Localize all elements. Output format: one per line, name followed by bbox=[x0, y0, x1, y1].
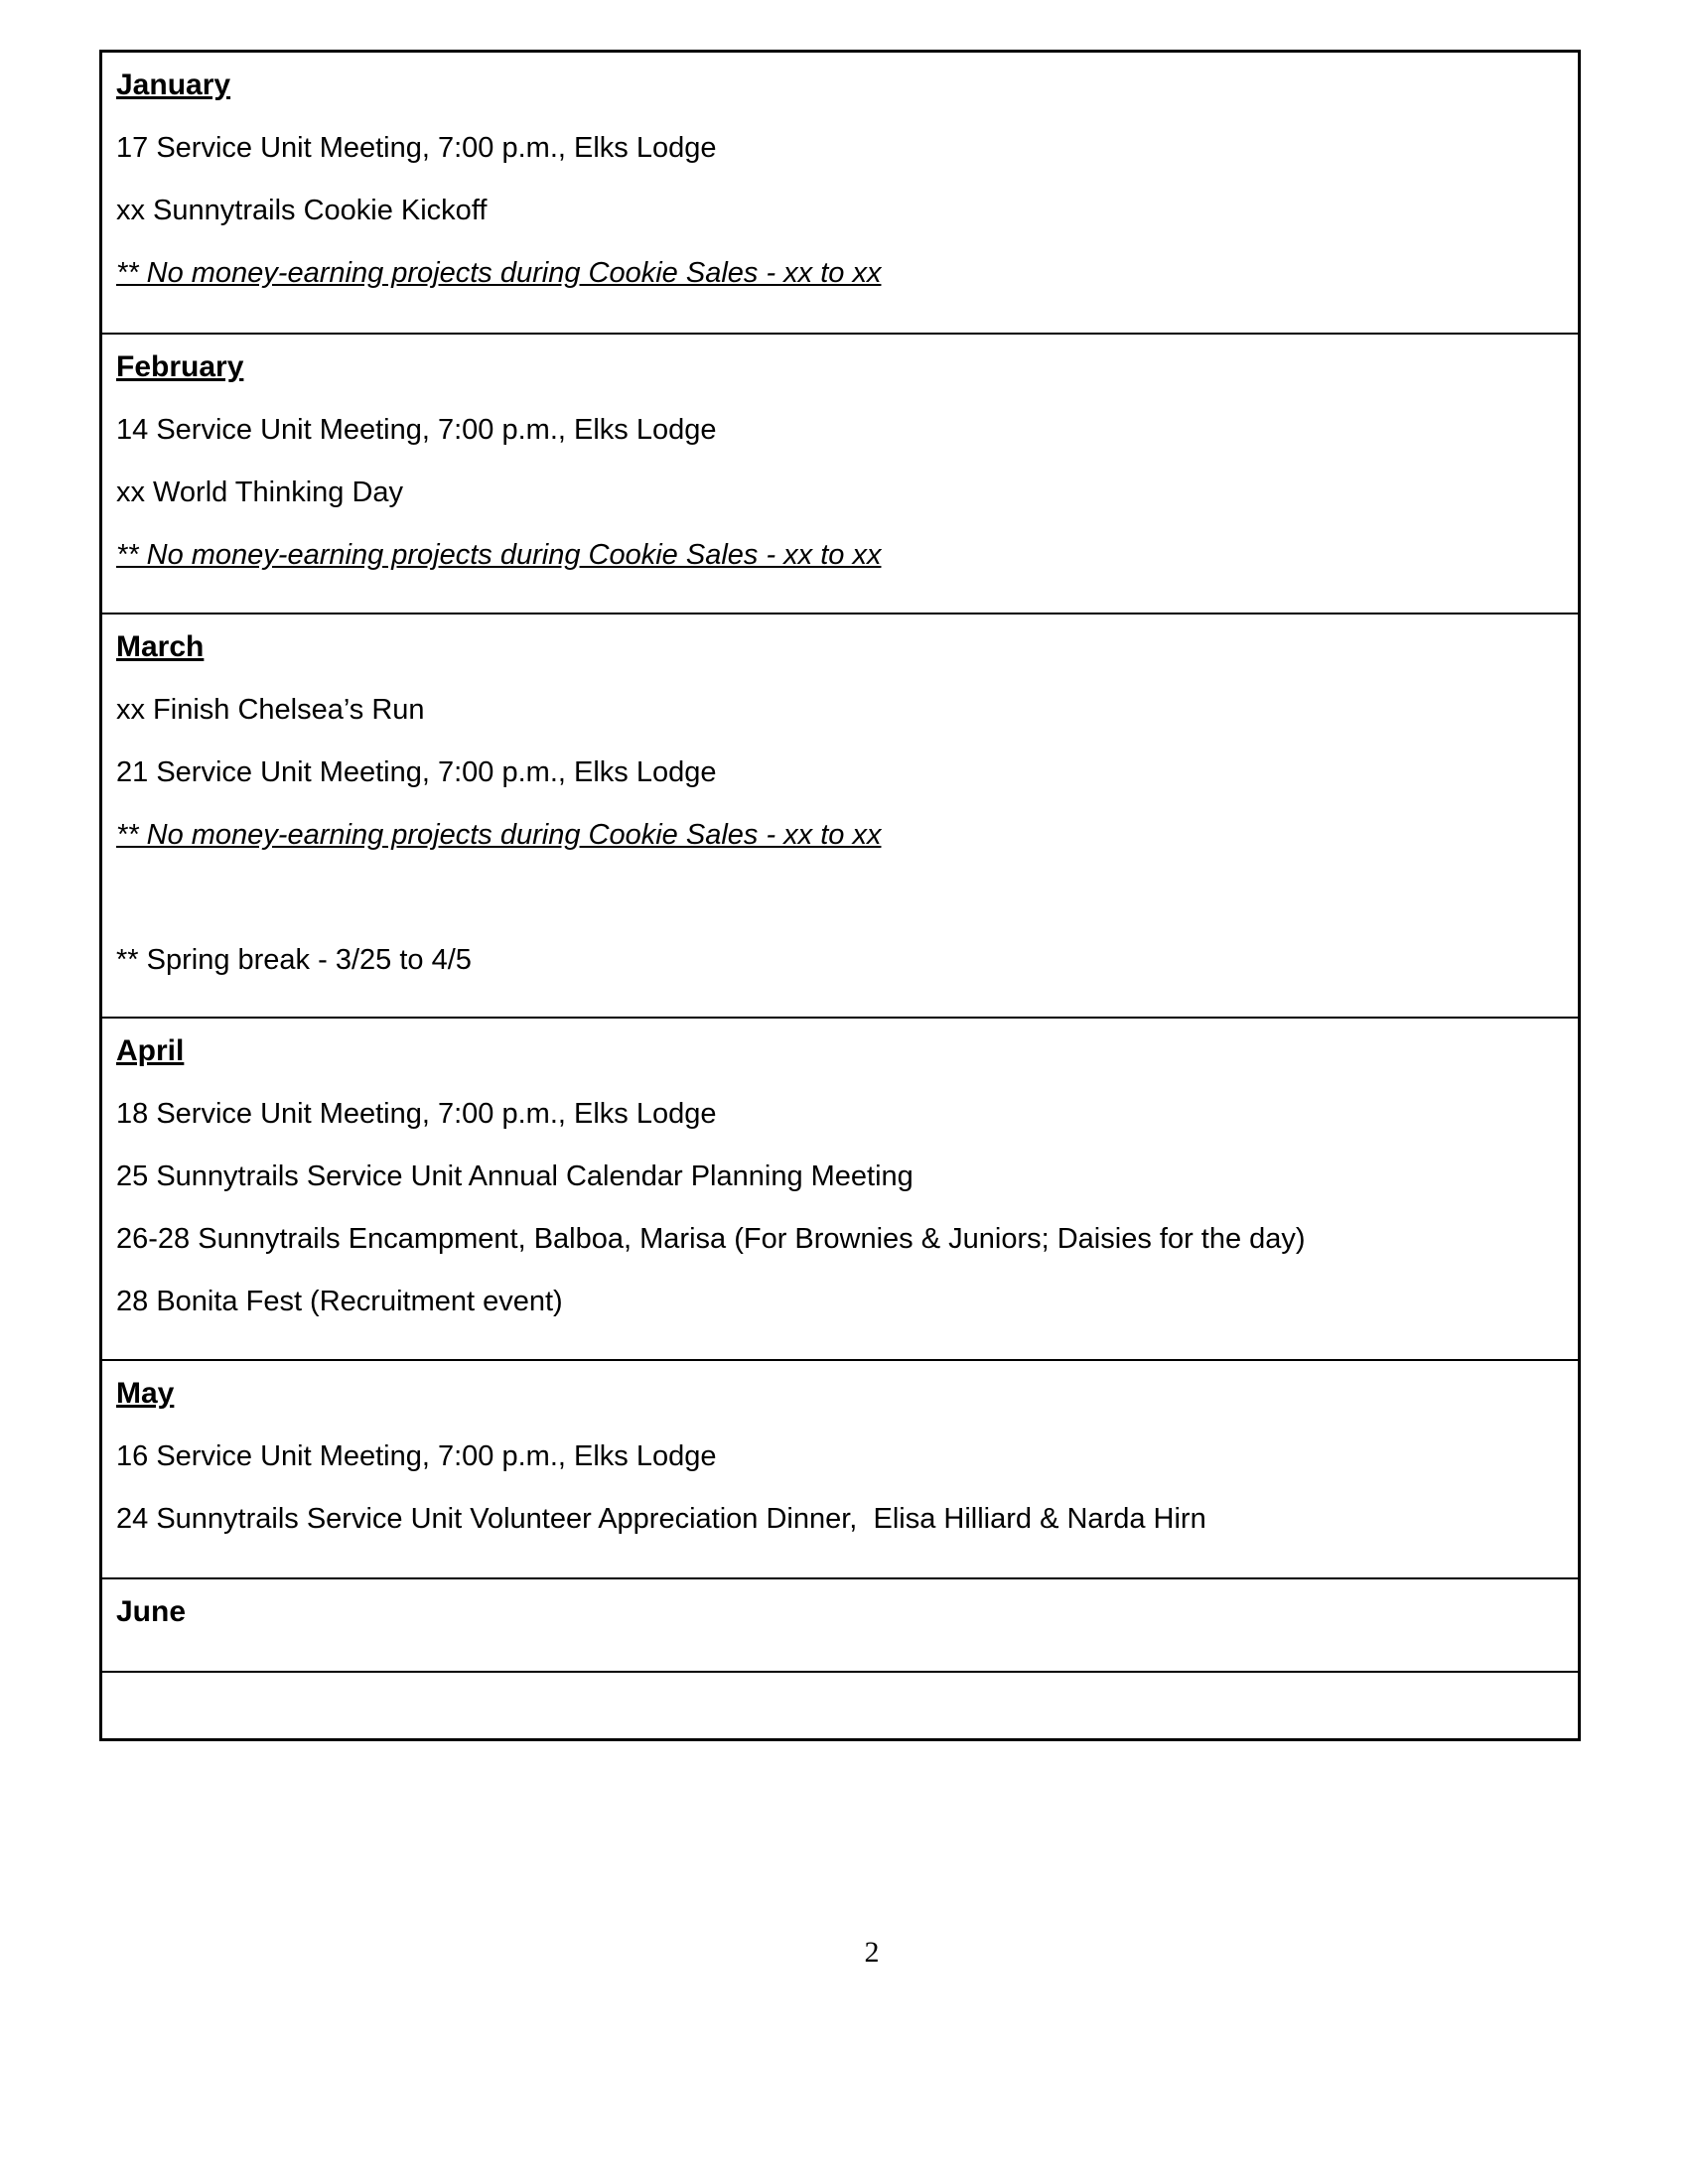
event-line: 21 Service Unit Meeting, 7:00 p.m., Elks Lodge bbox=[116, 756, 717, 788]
month-row-march bbox=[102, 613, 1578, 1017]
event-line: 14 Service Unit Meeting, 7:00 p.m., Elks Lodge bbox=[116, 414, 717, 446]
event-line: xx Sunnytrails Cookie Kickoff bbox=[116, 195, 488, 226]
cookie-sales-note: ** No money-earning projects during Cookie Sales - xx to xx bbox=[116, 819, 882, 851]
spring-break-note: ** Spring break - 3/25 to 4/5 bbox=[116, 944, 472, 976]
month-title-june: June bbox=[116, 1595, 187, 1628]
month-row-january bbox=[102, 53, 1578, 333]
month-row-empty bbox=[102, 1671, 1578, 1738]
cookie-sales-note: ** No money-earning projects during Cookie Sales - xx to xx bbox=[116, 257, 882, 289]
month-title-february: February bbox=[116, 350, 244, 383]
page-number: 2 bbox=[864, 1936, 880, 1969]
event-line: 25 Sunnytrails Service Unit Annual Calendar Planning Meeting bbox=[116, 1160, 914, 1192]
event-line: 16 Service Unit Meeting, 7:00 p.m., Elks Lodge bbox=[116, 1440, 717, 1472]
event-line: 26-28 Sunnytrails Encampment, Balboa, Marisa (For Brownies & Juniors; Daisies for the day) bbox=[116, 1223, 1306, 1255]
event-line: xx World Thinking Day bbox=[116, 477, 404, 508]
month-row-february bbox=[102, 333, 1578, 613]
month-row-may bbox=[102, 1359, 1578, 1577]
cookie-sales-note: ** No money-earning projects during Cookie Sales - xx to xx bbox=[116, 539, 882, 571]
month-title-march: March bbox=[116, 630, 205, 663]
event-line: 24 Sunnytrails Service Unit Volunteer Appreciation Dinner, Elisa Hilliard & Narda Hirn bbox=[116, 1503, 1206, 1535]
event-line: 17 Service Unit Meeting, 7:00 p.m., Elks Lodge bbox=[116, 132, 717, 164]
event-line: 18 Service Unit Meeting, 7:00 p.m., Elks Lodge bbox=[116, 1098, 717, 1130]
event-line: 28 Bonita Fest (Recruitment event) bbox=[116, 1286, 563, 1317]
month-title-january: January bbox=[116, 68, 231, 101]
event-line: xx Finish Chelsea’s Run bbox=[116, 694, 425, 726]
month-row-april bbox=[102, 1017, 1578, 1359]
blank-line bbox=[116, 881, 1564, 914]
calendar-table bbox=[99, 50, 1581, 1741]
month-title-april: April bbox=[116, 1034, 185, 1067]
month-title-may: May bbox=[116, 1377, 175, 1410]
month-row-june bbox=[102, 1577, 1578, 1671]
